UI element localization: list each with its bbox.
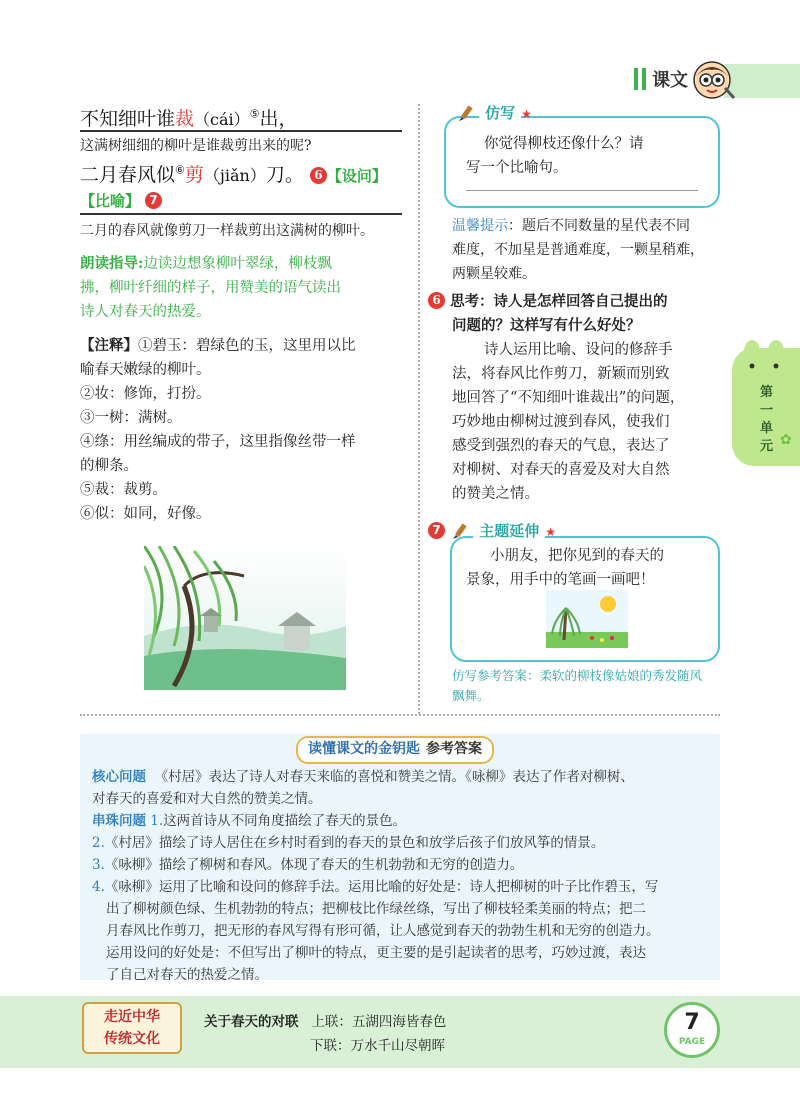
note-line-1	[80, 334, 410, 358]
footer-stripe	[0, 1068, 800, 1074]
extend-header	[428, 520, 556, 541]
couplet-upper-text: 五湖四海皆春色	[351, 1014, 447, 1030]
star-icon: ★	[521, 107, 532, 121]
star-icon-2: ★	[545, 525, 556, 539]
tip-line-1	[452, 214, 722, 238]
chain-item-4-text-4: 运用设问的好处是：不但写出了柳叶的特点，更主要的是引起读者的思考，巧妙过渡，表达	[106, 945, 646, 961]
page-number: 7	[684, 1010, 700, 1035]
chain-line-4	[92, 876, 716, 898]
note-line-7: ⑤裁：裁剪。	[80, 482, 167, 498]
poem-line-2	[80, 160, 387, 187]
think-answer-line-3: 地回答了“不知细叶谁裁出”的问题，	[452, 390, 685, 406]
poem-line-1-char: 裁	[175, 108, 195, 130]
tip-line-3: 两颗星较难。	[452, 266, 536, 282]
unit-side-tab	[732, 348, 800, 466]
think-question-line-2: 问题的？这样写有什么好处？	[452, 317, 641, 334]
reading-guide-line-1	[80, 252, 410, 276]
imitate-prompt-line-1: 你觉得柳枝还像什么？请	[484, 136, 644, 152]
poem-line-1-translation: 这满树细细的柳叶是谁裁剪出来的呢?	[80, 138, 312, 154]
chain-line-3	[92, 854, 716, 876]
spring-scene-illustration	[546, 590, 628, 648]
extend-marker-badge: 7	[428, 522, 445, 539]
think-answer-line-4: 巧妙地由柳树过渡到春风，使我们	[452, 414, 670, 430]
page-number-badge	[664, 1002, 720, 1058]
column-divider	[418, 104, 420, 714]
poem-line-2-char: 剪	[184, 164, 204, 186]
answers-title-main: 读懂课文的金钥匙	[308, 741, 420, 757]
note-line-5: ④绦：用丝编成的带子，这里指像丝带一样	[80, 434, 356, 450]
extend-line-2: 景象，用手中的笔画一画吧！	[466, 572, 655, 588]
note-line-4: ③一树：满树。	[80, 410, 182, 426]
notes-block	[80, 334, 410, 526]
chain-item-4-text-2: 出了柳树颜色绿、生机勃勃的特点；把柳枝比作绿丝绦，写出了柳枝轻柔美丽的特点；把二	[106, 901, 646, 917]
chain-item-4-num: 4.	[92, 879, 105, 895]
mascot-icon	[692, 58, 736, 102]
chain-line-2	[92, 832, 716, 854]
chain-item-4-text-1: 《咏柳》运用了比喻和设问的修辞手法。运用比喻的好处是：诗人把柳树的叶子比作碧玉，写	[104, 879, 659, 895]
core-line-1	[92, 766, 716, 788]
seal-line-2: 传统文化	[104, 1031, 160, 1047]
think-block	[428, 290, 724, 506]
note-line-6: 的柳条。	[80, 458, 138, 474]
poem-line-1-end: 出，	[259, 108, 298, 130]
core-text-1: 《村居》表达了诗人对春天来临的喜悦和赞美之情。《咏柳》表达了作者对柳树、	[154, 769, 634, 785]
reading-guide-line-3: 诗人对春天的热爱。	[80, 304, 211, 320]
poem-line-2-end: 刀。	[265, 164, 304, 186]
poem-line-1-sup: ⑤	[249, 107, 260, 121]
poem-line-1	[80, 104, 298, 131]
poem-line-2-pinyin: （jiǎn）	[203, 166, 266, 185]
reading-guide-label: 朗读指导:	[80, 255, 144, 272]
culture-seal	[82, 1002, 182, 1054]
poem-rule-2	[80, 213, 402, 215]
chain-item-4-text-5: 了自己对春天的热爱之情。	[106, 967, 268, 983]
imitate-header	[456, 102, 532, 123]
poem-line-1-before: 不知细叶谁	[80, 108, 176, 130]
couplet-lower-text: 万水千山尽朝晖	[350, 1038, 445, 1054]
tip-block	[452, 214, 722, 286]
seal-line-1: 走近中华	[104, 1009, 160, 1025]
couplet-lower-row	[310, 1034, 446, 1058]
poem-rule-1	[80, 130, 402, 132]
clover-icon: ✿	[780, 432, 792, 448]
marker-7-badge: 7	[145, 192, 162, 209]
chain-item-2-num: 2.	[92, 835, 105, 851]
tip-text-1: ：题后不同数量的星代表不同	[508, 218, 690, 234]
think-answer-line-5: 感受到强烈的春天的气息，表达了	[452, 438, 670, 454]
core-label: 核心问题	[92, 769, 146, 785]
note-line-8: ⑥似：如同，好像。	[80, 506, 211, 522]
think-question-text-1: 思考：诗人是怎样回答自己提出的	[450, 293, 668, 310]
note-text-1: ①碧玉：碧绿色的玉，这里用以比	[138, 338, 356, 354]
reading-guide	[80, 252, 410, 324]
poem-line-2-before: 二月春风似	[80, 164, 176, 186]
note-line-2: 喻春天嫩绿的柳叶。	[80, 362, 211, 378]
think-question-line-1	[428, 290, 724, 314]
imitate-answer-line-1: 仿写参考答案：柔软的柳枝像姑娘的秀发随风	[452, 668, 703, 683]
chain-label: 串珠问题	[92, 813, 146, 829]
answers-title	[296, 736, 494, 764]
reading-guide-line-2: 拂，柳叶纤细的样子，用赞美的语气读出	[80, 280, 341, 296]
think-answer-line-7: 的赞美之情。	[452, 486, 539, 502]
core-question-block	[92, 766, 716, 986]
imitate-tag: 仿写	[479, 104, 521, 122]
notes-label: 【注释】	[80, 337, 138, 354]
willow-illustration	[144, 546, 346, 690]
unit-label: 第一单元	[760, 385, 774, 454]
chain-line-1	[92, 810, 716, 832]
extend-line-1: 小朋友，把你见到的春天的	[490, 548, 664, 564]
couplet-upper-row	[204, 1010, 446, 1034]
tip-label: 温馨提示	[452, 218, 508, 234]
imitate-prompt	[466, 132, 704, 180]
section-label: 课文	[652, 70, 688, 91]
header-bar-2	[642, 68, 646, 90]
answers-title-suffix: 参考答案	[426, 741, 482, 757]
think-answer-line-6: 对柳树、对春天的喜爱及对大自然	[452, 462, 670, 478]
tag-rhetorical-question: 【设问】	[326, 167, 387, 185]
extend-text	[466, 544, 706, 592]
pencil-icon-2	[450, 523, 468, 541]
metaphor-tag-row	[80, 190, 162, 211]
tag-metaphor: 【比喻】	[80, 192, 141, 210]
chain-item-1-num: 1.	[150, 813, 164, 829]
core-line-2: 对春天的喜爱和对大自然的赞美之情。	[92, 791, 322, 807]
marker-6-badge: 6	[310, 167, 327, 184]
couplet-title: 关于春天的对联	[204, 1014, 299, 1030]
poem-line-1-pinyin: （cái）	[194, 110, 250, 129]
poem-line-2-translation: 二月的春风就像剪刀一样裁剪出这满树的柳叶。	[80, 223, 374, 239]
imitate-prompt-line-2: 写一个比喻句。	[466, 160, 568, 176]
chain-item-3-text: 《咏柳》描绘了柳树和春风。体现了春天的生机勃勃和无穷的创造力。	[104, 857, 524, 873]
page-word: PAGE	[678, 1037, 706, 1047]
chain-item-4-text-3: 月春风比作剪刀，把无形的春风写得有形可循，让人感觉到春天的勃勃生机和无穷的创造力。	[106, 923, 660, 939]
chain-item-1-text: 这两首诗从不同角度描绘了春天的景色。	[163, 813, 407, 829]
think-answer-line-1: 诗人运用比喻、设问的修辞手	[484, 342, 673, 358]
couplet-block	[204, 1010, 446, 1058]
extend-tag: 主题延伸	[473, 522, 545, 540]
think-answer-line-2: 法，将春风比作剪刀，新颖而别致	[452, 366, 670, 382]
reading-guide-text-1: 边读边想象柳叶翠绿，柳枝飘	[143, 256, 332, 272]
imitate-answer-line-2: 飘舞。	[452, 688, 490, 703]
tip-line-2: 难度，不加星是普通难度，一颗星稍难，	[452, 242, 704, 258]
header-bar-1	[634, 68, 638, 90]
note-line-3: ②妆：修饰，打扮。	[80, 386, 211, 402]
chain-item-3-num: 3.	[92, 857, 105, 873]
imitate-answer-line[interactable]	[466, 190, 698, 191]
poem-line-2-sup: ⑥	[175, 163, 185, 177]
couplet-upper-label: 上联：	[311, 1014, 352, 1030]
couplet-lower-label: 下联：	[310, 1038, 351, 1054]
frog-ears-icon	[732, 338, 800, 378]
chain-item-2-text: 《村居》描绘了诗人居住在乡村时看到的春天的景色和放学后孩子们放风筝的情景。	[104, 835, 605, 851]
pencil-icon	[456, 105, 474, 123]
imitate-answer-block	[452, 666, 724, 706]
think-marker-badge: 6	[428, 292, 445, 309]
section-divider	[80, 714, 720, 716]
